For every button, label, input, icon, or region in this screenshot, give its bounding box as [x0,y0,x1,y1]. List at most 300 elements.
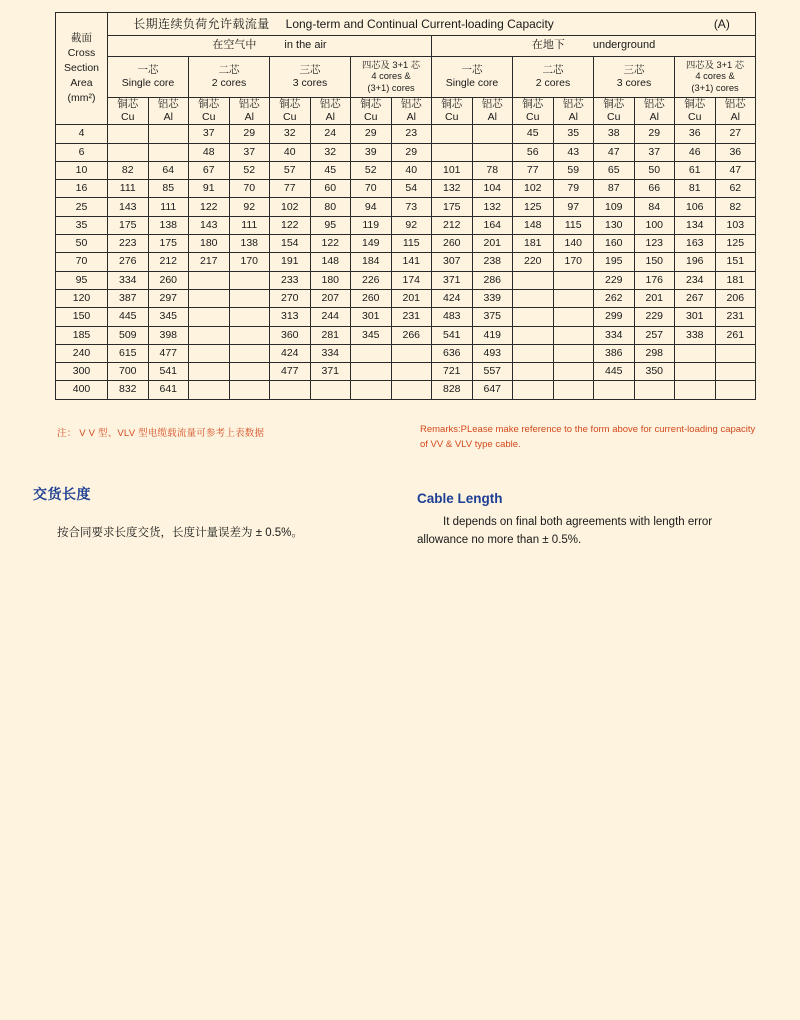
cell-ug_2_cu [513,381,554,399]
cell-ug_3_al: 66 [634,180,675,198]
cell-air_4_al: 23 [391,125,432,143]
cell-ug_4_al: 103 [715,216,756,234]
cell-ug_4_cu [675,381,716,399]
cell-ug_4_al: 151 [715,253,756,271]
cell-cross-section: 50 [56,235,108,253]
core-header-air-2 [189,57,270,98]
core-ug-3-en: 3 cores [616,77,652,89]
cell-air_2_cu [189,271,230,289]
cell-ug_4_cu: 36 [675,125,716,143]
remarks-en: Remarks:PLease make reference to the form above for current-loading capacity of VV & VLV type cable. [420,424,756,450]
material-en: Al [649,111,659,124]
cell-ug_1_cu [432,143,473,161]
cell-air_2_cu [189,363,230,381]
cell-air_1_cu: 832 [108,381,149,399]
cell-ug_3_cu: 195 [594,253,635,271]
cell-ug_4_al: 125 [715,235,756,253]
material-en: Cu [607,111,621,124]
material-cn: 铜芯 [198,98,220,110]
cell-cross-section: 70 [56,253,108,271]
cell-air_4_al: 266 [391,326,432,344]
cell-air_4_cu: 260 [351,289,392,307]
cell-ug_1_cu: 541 [432,326,473,344]
cell-cross-section: 16 [56,180,108,198]
cell-ug_2_al: 115 [553,216,594,234]
cell-ug_1_al: 339 [472,289,513,307]
cell-air_2_al: 29 [229,125,270,143]
cell-air_2_cu [189,326,230,344]
cell-air_2_cu: 143 [189,216,230,234]
cell-ug_4_cu: 267 [675,289,716,307]
core-header-ug-3 [594,57,675,98]
cell-air_3_cu: 77 [270,180,311,198]
cell-ug_2_cu [513,344,554,362]
table-row [56,216,756,234]
group-in-air-en: in the air [284,39,327,52]
table-row [56,289,756,307]
group-header-underground [432,36,756,57]
core-air-3-en: 3 cores [292,77,328,89]
cell-ug_4_al: 82 [715,198,756,216]
table-row [56,381,756,399]
cell-ug_2_al [553,326,594,344]
cell-cross-section: 6 [56,143,108,161]
material-en: Al [325,111,335,124]
cell-cross-section: 185 [56,326,108,344]
table-title [108,13,756,36]
cell-air_4_al: 141 [391,253,432,271]
cell-air_2_cu: 91 [189,180,230,198]
cell-ug_1_cu: 212 [432,216,473,234]
core-header-air-4 [351,57,432,98]
cell-ug_3_cu: 160 [594,235,635,253]
cell-ug_1_al: 238 [472,253,513,271]
core-air-single-cn: 一芯 [137,63,159,76]
cell-ug_3_al: 50 [634,161,675,179]
table-unit: (A) [713,16,730,31]
cell-cross-section: 120 [56,289,108,307]
cell-ug_3_al: 100 [634,216,675,234]
cell-ug_1_cu: 636 [432,344,473,362]
cell-ug_4_al: 181 [715,271,756,289]
table-row [56,143,756,161]
cell-ug_2_cu: 125 [513,198,554,216]
cell-air_4_cu: 52 [351,161,392,179]
core-air-4-en1: 4 cores & [371,71,411,82]
group-in-air-cn: 在空气中 [212,39,257,52]
cell-air_2_al: 111 [229,216,270,234]
cell-air_1_al: 297 [148,289,189,307]
material-en: Al [487,111,497,124]
current-loading-capacity-table [55,12,755,400]
core-header-ug-single [432,57,513,98]
material-en: Al [568,111,578,124]
cell-air_4_cu: 119 [351,216,392,234]
table-row [56,308,756,326]
cell-ug_2_al: 43 [553,143,594,161]
cell-air_2_cu: 180 [189,235,230,253]
cell-ug_4_al [715,381,756,399]
cell-ug_4_cu: 234 [675,271,716,289]
cell-ug_1_al: 286 [472,271,513,289]
material-en: Cu [283,111,297,124]
table-row [56,161,756,179]
cell-cross-section: 4 [56,125,108,143]
cell-ug_3_al: 37 [634,143,675,161]
cell-air_1_al: 641 [148,381,189,399]
cell-ug_3_al: 298 [634,344,675,362]
material-cn: 铜芯 [117,98,139,110]
cell-air_4_cu: 94 [351,198,392,216]
cell-air_4_al [391,381,432,399]
cell-air_1_cu [108,125,149,143]
core-ug-4-cn: 四芯及 3+1 芯 [685,59,745,70]
cell-air_1_al: 212 [148,253,189,271]
material-header-al [391,98,432,125]
cell-ug_3_cu: 47 [594,143,635,161]
cell-air_1_cu: 509 [108,326,149,344]
cell-ug_2_al [553,363,594,381]
cell-ug_3_cu: 299 [594,308,635,326]
cell-ug_2_cu: 77 [513,161,554,179]
cell-ug_1_al: 375 [472,308,513,326]
cell-ug_3_cu: 334 [594,326,635,344]
material-header-cu [675,98,716,125]
cell-air_1_cu: 700 [108,363,149,381]
cell-ug_1_al: 164 [472,216,513,234]
cell-air_1_al: 175 [148,235,189,253]
cell-air_2_al [229,289,270,307]
cell-air_3_al: 371 [310,363,351,381]
cell-air_1_cu: 111 [108,180,149,198]
cell-air_4_al: 73 [391,198,432,216]
cell-ug_1_cu: 828 [432,381,473,399]
cell-air_2_al [229,271,270,289]
cell-air_1_cu: 223 [108,235,149,253]
material-en: Cu [688,111,702,124]
material-header-cu [270,98,311,125]
cell-air_2_cu: 67 [189,161,230,179]
material-header-al [310,98,351,125]
material-cn: 铝芯 [319,98,341,110]
cell-air_4_al: 92 [391,216,432,234]
cell-ug_1_cu: 175 [432,198,473,216]
cell-ug_3_cu: 130 [594,216,635,234]
cell-air_3_al: 60 [310,180,351,198]
cell-ug_4_cu: 61 [675,161,716,179]
material-header-cu [513,98,554,125]
cell-air_1_al: 138 [148,216,189,234]
material-header-cu [351,98,392,125]
material-cn: 铜芯 [441,98,463,110]
cell-air_2_al [229,344,270,362]
cell-air_1_cu: 387 [108,289,149,307]
cell-ug_2_al [553,381,594,399]
cell-air_3_cu: 154 [270,235,311,253]
material-header-cu [594,98,635,125]
cell-air_4_al: 54 [391,180,432,198]
cell-air_2_al [229,363,270,381]
material-en: Al [244,111,254,124]
cell-ug_2_al [553,271,594,289]
table-row [56,326,756,344]
cell-ug_3_cu: 229 [594,271,635,289]
material-header-al [715,98,756,125]
cell-ug_2_cu [513,289,554,307]
cell-air_1_cu: 143 [108,198,149,216]
core-air-2-cn: 二芯 [218,63,240,76]
cell-ug_4_al: 47 [715,161,756,179]
cell-air_3_al: 207 [310,289,351,307]
core-header-ug-2 [513,57,594,98]
material-header-al [148,98,189,125]
group-underground-en: underground [592,39,656,52]
core-ug-2-en: 2 cores [535,77,571,89]
cell-cross-section: 95 [56,271,108,289]
cell-cross-section: 25 [56,198,108,216]
cell-air_3_cu: 270 [270,289,311,307]
cell-air_3_cu: 102 [270,198,311,216]
cell-ug_3_cu: 262 [594,289,635,307]
cell-air_2_cu: 48 [189,143,230,161]
cell-ug_4_cu: 338 [675,326,716,344]
cell-ug_2_al [553,289,594,307]
cell-air_4_al: 115 [391,235,432,253]
core-air-4-en2: (3+1) cores [367,82,415,93]
row-header-cn: 截面 [71,31,92,44]
section-body-cn: 按合同要求长度交货，长度计量误差为 ± 0.5%。 [57,527,303,539]
core-ug-4-en2: (3+1) cores [691,82,739,93]
cell-air_3_al: 281 [310,326,351,344]
cell-ug_2_al: 35 [553,125,594,143]
cell-air_2_cu: 217 [189,253,230,271]
cell-air_2_cu [189,308,230,326]
cell-ug_2_al [553,344,594,362]
cell-cross-section: 150 [56,308,108,326]
cell-air_1_cu: 615 [108,344,149,362]
material-cn: 铜芯 [684,98,706,110]
cell-air_4_cu [351,381,392,399]
cell-air_4_cu: 70 [351,180,392,198]
material-cn: 铝芯 [643,98,665,110]
cell-ug_1_cu: 483 [432,308,473,326]
core-air-single-en: Single core [121,77,175,89]
cell-air_1_al: 111 [148,198,189,216]
cell-ug_3_cu: 87 [594,180,635,198]
cell-air_3_cu: 233 [270,271,311,289]
cell-air_1_al: 398 [148,326,189,344]
cell-ug_3_al: 350 [634,363,675,381]
cell-air_4_al [391,363,432,381]
material-en: Cu [202,111,216,124]
cell-ug_4_cu: 134 [675,216,716,234]
cell-air_4_cu: 184 [351,253,392,271]
row-header-en3: Area [70,77,93,90]
cell-ug_3_al: 176 [634,271,675,289]
table-row [56,125,756,143]
core-header-air-single [108,57,189,98]
section-body-en: It depends on final both agreements with length error allowance no more than ± 0.5%. [417,516,713,547]
cell-air_4_al [391,344,432,362]
cell-air_3_cu: 360 [270,326,311,344]
cell-air_3_cu: 40 [270,143,311,161]
cell-ug_3_al: 201 [634,289,675,307]
cell-ug_2_cu [513,326,554,344]
cell-ug_1_al: 557 [472,363,513,381]
cell-ug_2_cu: 102 [513,180,554,198]
cell-air_2_cu [189,381,230,399]
cell-air_3_al: 244 [310,308,351,326]
cell-air_2_al: 37 [229,143,270,161]
material-en: Cu [364,111,378,124]
cell-air_4_cu: 301 [351,308,392,326]
cell-air_3_cu: 122 [270,216,311,234]
cell-air_4_cu: 149 [351,235,392,253]
cell-air_3_cu [270,381,311,399]
cell-air_1_al [148,125,189,143]
cell-air_1_cu: 334 [108,271,149,289]
cell-air_3_cu: 191 [270,253,311,271]
row-header-cell [56,13,108,125]
row-header-en1: Cross [67,46,96,59]
core-header-air-3 [270,57,351,98]
cell-air_4_cu: 29 [351,125,392,143]
cell-air_1_cu: 276 [108,253,149,271]
cell-air_4_cu [351,363,392,381]
material-en: Al [406,111,416,124]
table-row [56,344,756,362]
cell-ug_1_al: 78 [472,161,513,179]
core-ug-2-cn: 二芯 [542,63,564,76]
cell-ug_4_al [715,363,756,381]
section-title-en: Cable Length [417,491,503,506]
cell-ug_1_cu: 132 [432,180,473,198]
cell-air_1_cu: 175 [108,216,149,234]
cell-air_3_al: 95 [310,216,351,234]
material-header-al [472,98,513,125]
cell-ug_1_cu: 424 [432,289,473,307]
cell-ug_3_cu: 65 [594,161,635,179]
material-en: Al [730,111,740,124]
cell-air_2_al [229,381,270,399]
cell-ug_4_cu: 46 [675,143,716,161]
cell-cross-section: 300 [56,363,108,381]
material-en: Cu [445,111,459,124]
cell-ug_1_al: 419 [472,326,513,344]
cell-ug_2_al: 140 [553,235,594,253]
cell-ug_4_cu [675,344,716,362]
cell-ug_2_cu [513,308,554,326]
cell-air_3_al: 334 [310,344,351,362]
cell-ug_4_al: 36 [715,143,756,161]
cell-air_2_cu [189,289,230,307]
cell-ug_2_al: 97 [553,198,594,216]
cell-air_4_cu: 226 [351,271,392,289]
core-ug-single-cn: 一芯 [461,63,483,76]
cell-air_3_cu: 32 [270,125,311,143]
cell-air_4_al: 201 [391,289,432,307]
cell-air_3_al: 80 [310,198,351,216]
cell-ug_4_al: 206 [715,289,756,307]
material-header-cu [108,98,149,125]
cell-air_1_al [148,143,189,161]
cell-ug_4_al [715,344,756,362]
material-cn: 铜芯 [522,98,544,110]
cell-ug_4_cu [675,363,716,381]
material-cn: 铜芯 [360,98,382,110]
cell-air_4_al: 174 [391,271,432,289]
cell-air_1_cu: 445 [108,308,149,326]
cell-ug_2_al: 170 [553,253,594,271]
row-header-unit: (mm²) [67,92,96,105]
cell-ug_4_al: 62 [715,180,756,198]
cell-ug_4_cu: 196 [675,253,716,271]
table-row [56,198,756,216]
cell-ug_3_cu: 109 [594,198,635,216]
material-header-cu [189,98,230,125]
cell-air_2_cu [189,344,230,362]
cell-air_2_al: 138 [229,235,270,253]
material-cn: 铝芯 [238,98,260,110]
cell-ug_4_cu: 81 [675,180,716,198]
cell-cross-section: 400 [56,381,108,399]
cell-ug_3_cu: 386 [594,344,635,362]
cell-air_2_al: 52 [229,161,270,179]
cell-air_2_cu: 37 [189,125,230,143]
cell-ug_3_al: 123 [634,235,675,253]
cell-ug_1_al: 201 [472,235,513,253]
cell-ug_4_cu: 163 [675,235,716,253]
cell-ug_3_cu [594,381,635,399]
cell-ug_2_cu: 181 [513,235,554,253]
group-header-in-air [108,36,432,57]
table-row [56,253,756,271]
cell-air_4_cu [351,344,392,362]
cell-air_3_al: 32 [310,143,351,161]
cell-ug_1_al: 647 [472,381,513,399]
cell-ug_4_al: 231 [715,308,756,326]
cell-air_2_al: 92 [229,198,270,216]
core-ug-single-en: Single core [445,77,499,89]
cell-air_3_al: 122 [310,235,351,253]
cell-ug_1_cu: 371 [432,271,473,289]
cell-air_2_al [229,326,270,344]
core-header-ug-4 [675,57,756,98]
core-air-4-cn: 四芯及 3+1 芯 [361,59,421,70]
cell-air_3_al: 24 [310,125,351,143]
cell-ug_2_al [553,308,594,326]
cell-ug_1_cu: 721 [432,363,473,381]
cell-ug_2_cu: 56 [513,143,554,161]
cell-air_1_cu [108,143,149,161]
section-title-cn: 交货长度 [33,486,91,502]
material-header-cu [432,98,473,125]
cell-air_3_al: 180 [310,271,351,289]
material-en: Cu [121,111,135,124]
remarks-cn: 注： V V 型、VLV 型电缆载流量可参考上表数据 [57,428,265,439]
cell-air_3_al [310,381,351,399]
cell-ug_2_cu: 45 [513,125,554,143]
core-air-2-en: 2 cores [211,77,247,89]
cell-ug_3_al: 29 [634,125,675,143]
cell-air_4_al: 231 [391,308,432,326]
cell-air_3_cu: 477 [270,363,311,381]
cell-air_3_al: 148 [310,253,351,271]
cell-air_4_cu: 39 [351,143,392,161]
cell-ug_4_cu: 301 [675,308,716,326]
cell-air_2_al: 70 [229,180,270,198]
row-header-en2: Section [63,62,100,75]
